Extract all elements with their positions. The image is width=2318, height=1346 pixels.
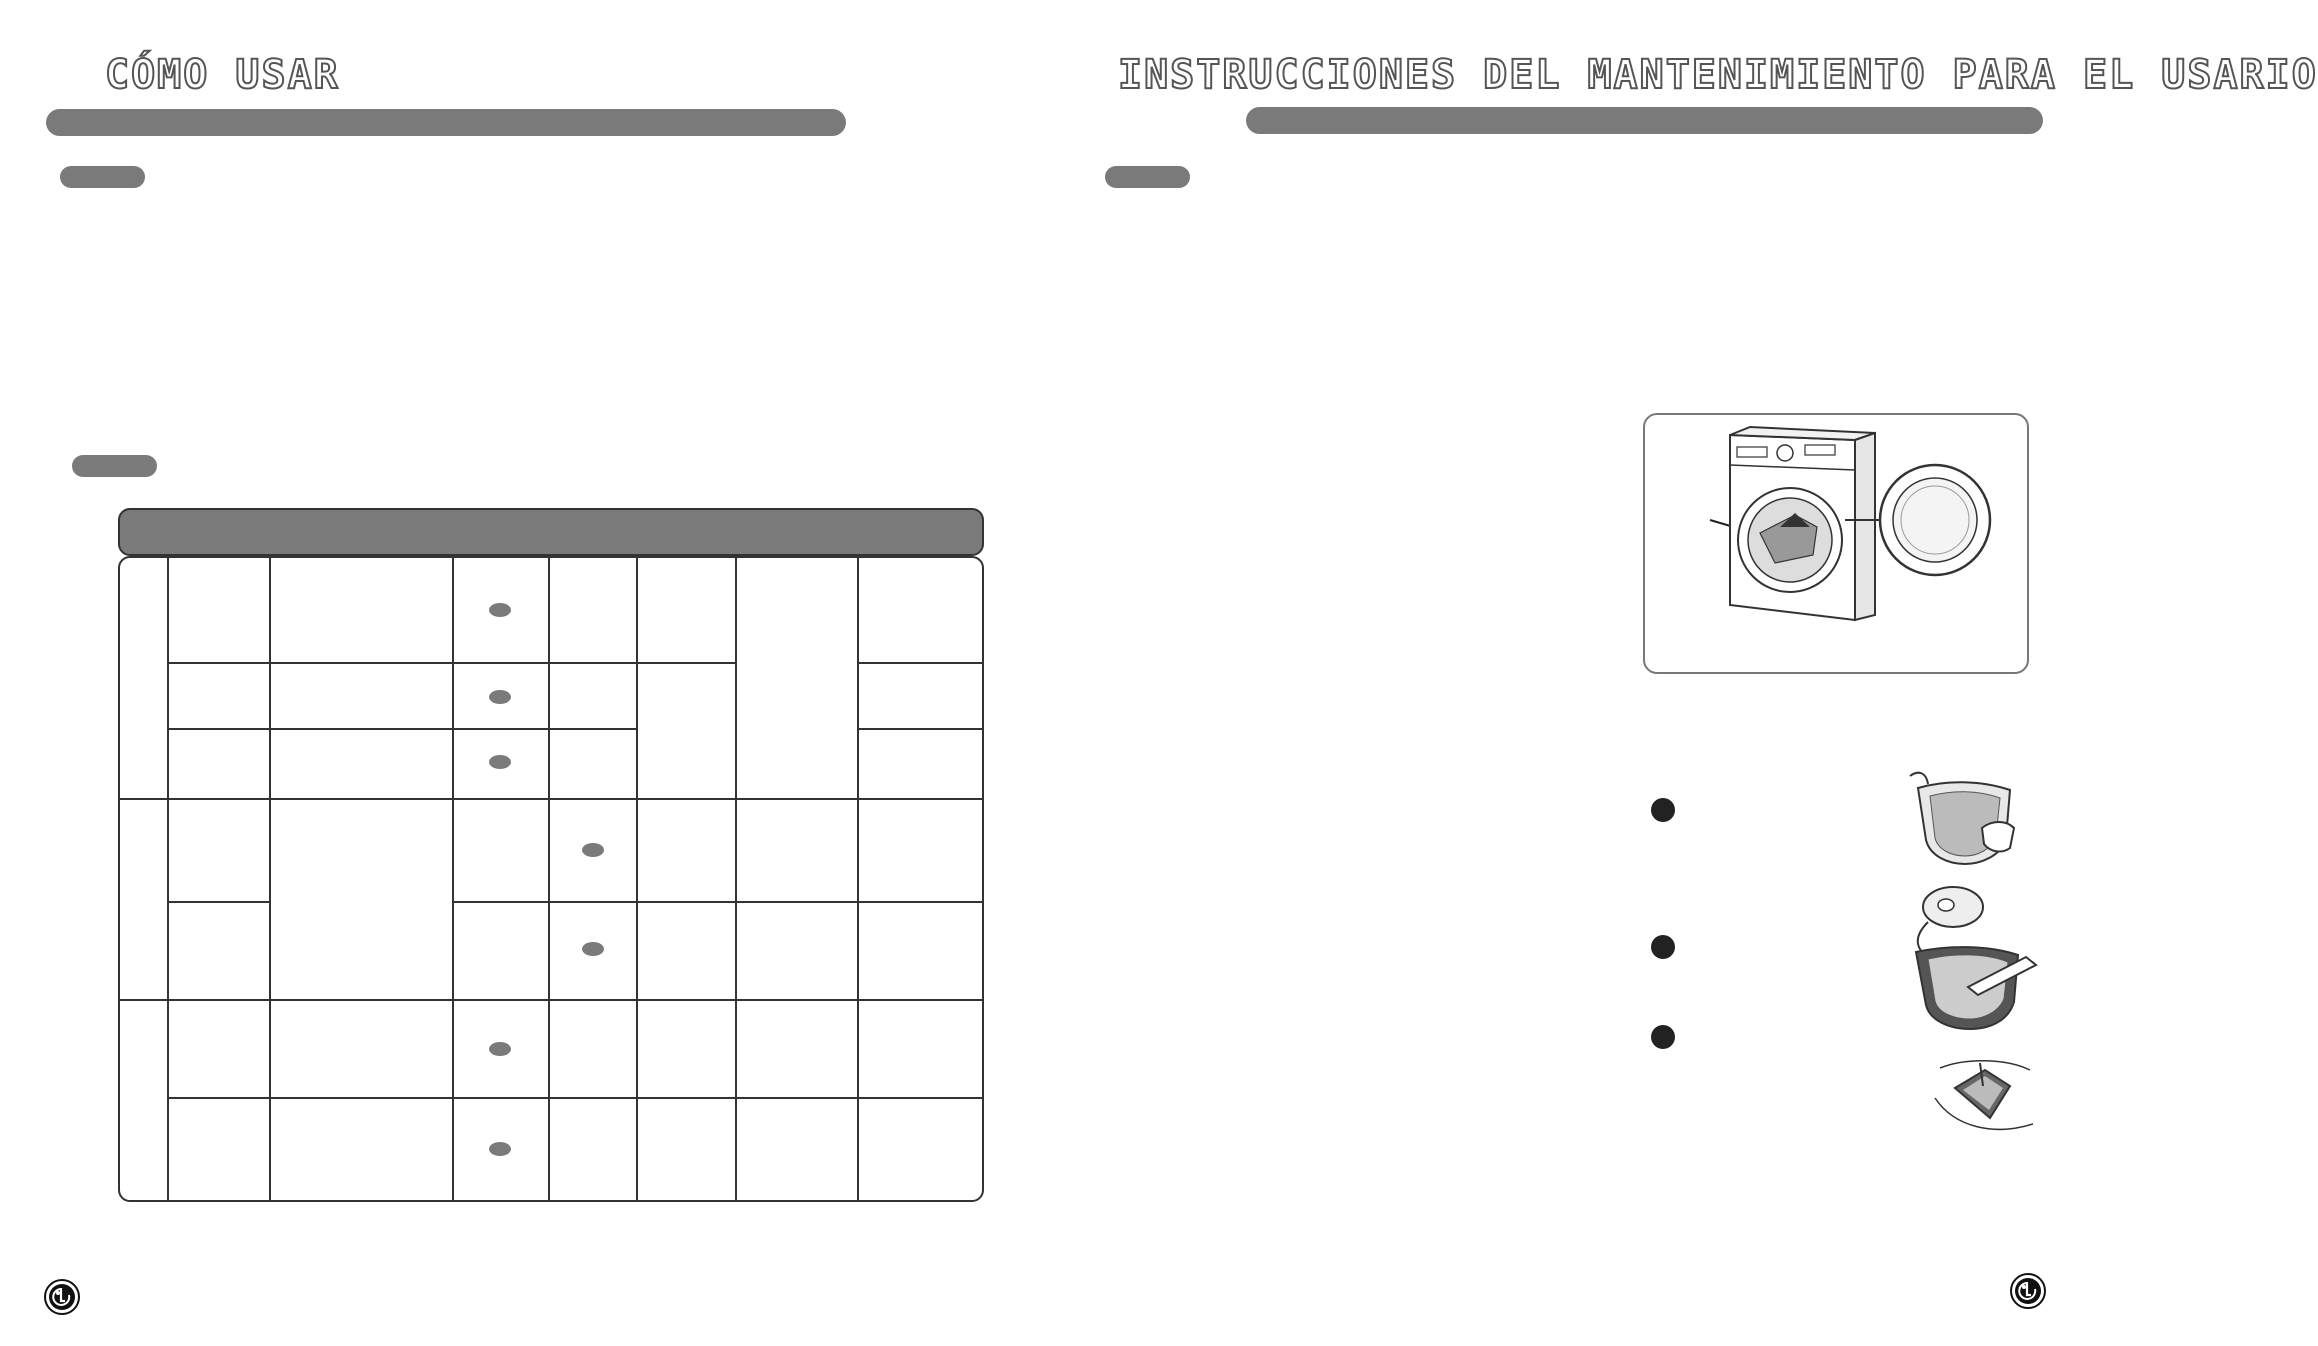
cycle-table bbox=[118, 556, 984, 1202]
step-2-marker bbox=[1651, 935, 1675, 959]
step-1-marker bbox=[1651, 798, 1675, 822]
marker-dot bbox=[582, 942, 604, 956]
table-row-line bbox=[452, 901, 982, 903]
dryer-illustration-box bbox=[1643, 413, 2029, 674]
table-col-line bbox=[636, 558, 638, 1200]
lint-filter-vacuum-icon bbox=[1908, 877, 2038, 1032]
lg-logo-icon bbox=[2010, 1273, 2046, 1309]
dryer-open-door-icon bbox=[1645, 415, 2027, 672]
marker-dot bbox=[489, 690, 511, 704]
table-row-line bbox=[167, 1097, 982, 1099]
table-row-line bbox=[857, 728, 982, 730]
heading-bar-right bbox=[1246, 107, 2043, 134]
table-row-line bbox=[167, 662, 735, 664]
page-title-right: INSTRUCCIONES DEL MANTENIMIENTO PARA EL USARIO bbox=[1118, 52, 2318, 98]
table-col-line bbox=[167, 558, 169, 1200]
heading-bar-left bbox=[46, 109, 846, 136]
table-col-line bbox=[452, 558, 454, 1200]
lg-logo-icon bbox=[44, 1279, 80, 1315]
table-group-line bbox=[120, 798, 982, 800]
lint-filter-brush-icon bbox=[1935, 1058, 2035, 1138]
table-row-line bbox=[167, 901, 270, 903]
table-col-line bbox=[548, 558, 550, 1200]
marker-dot bbox=[489, 603, 511, 617]
section-label-pill-1 bbox=[60, 166, 145, 188]
step-3-marker bbox=[1651, 1025, 1675, 1049]
table-col-line bbox=[269, 558, 271, 1200]
lint-filter-hand-icon bbox=[1910, 768, 2020, 868]
table-row-line bbox=[167, 728, 637, 730]
marker-dot bbox=[489, 755, 511, 769]
marker-dot bbox=[582, 843, 604, 857]
marker-dot bbox=[489, 1042, 511, 1056]
table-col-line bbox=[735, 558, 737, 1200]
section-label-pill-3 bbox=[1105, 166, 1190, 188]
table-header-bar bbox=[118, 508, 984, 556]
section-label-pill-2 bbox=[72, 455, 157, 477]
table-group-line bbox=[120, 999, 982, 1001]
table-row-line bbox=[857, 662, 982, 664]
page-title-left: CÓMO USAR bbox=[105, 52, 340, 98]
table-col-line bbox=[857, 558, 859, 1200]
marker-dot bbox=[489, 1142, 511, 1156]
